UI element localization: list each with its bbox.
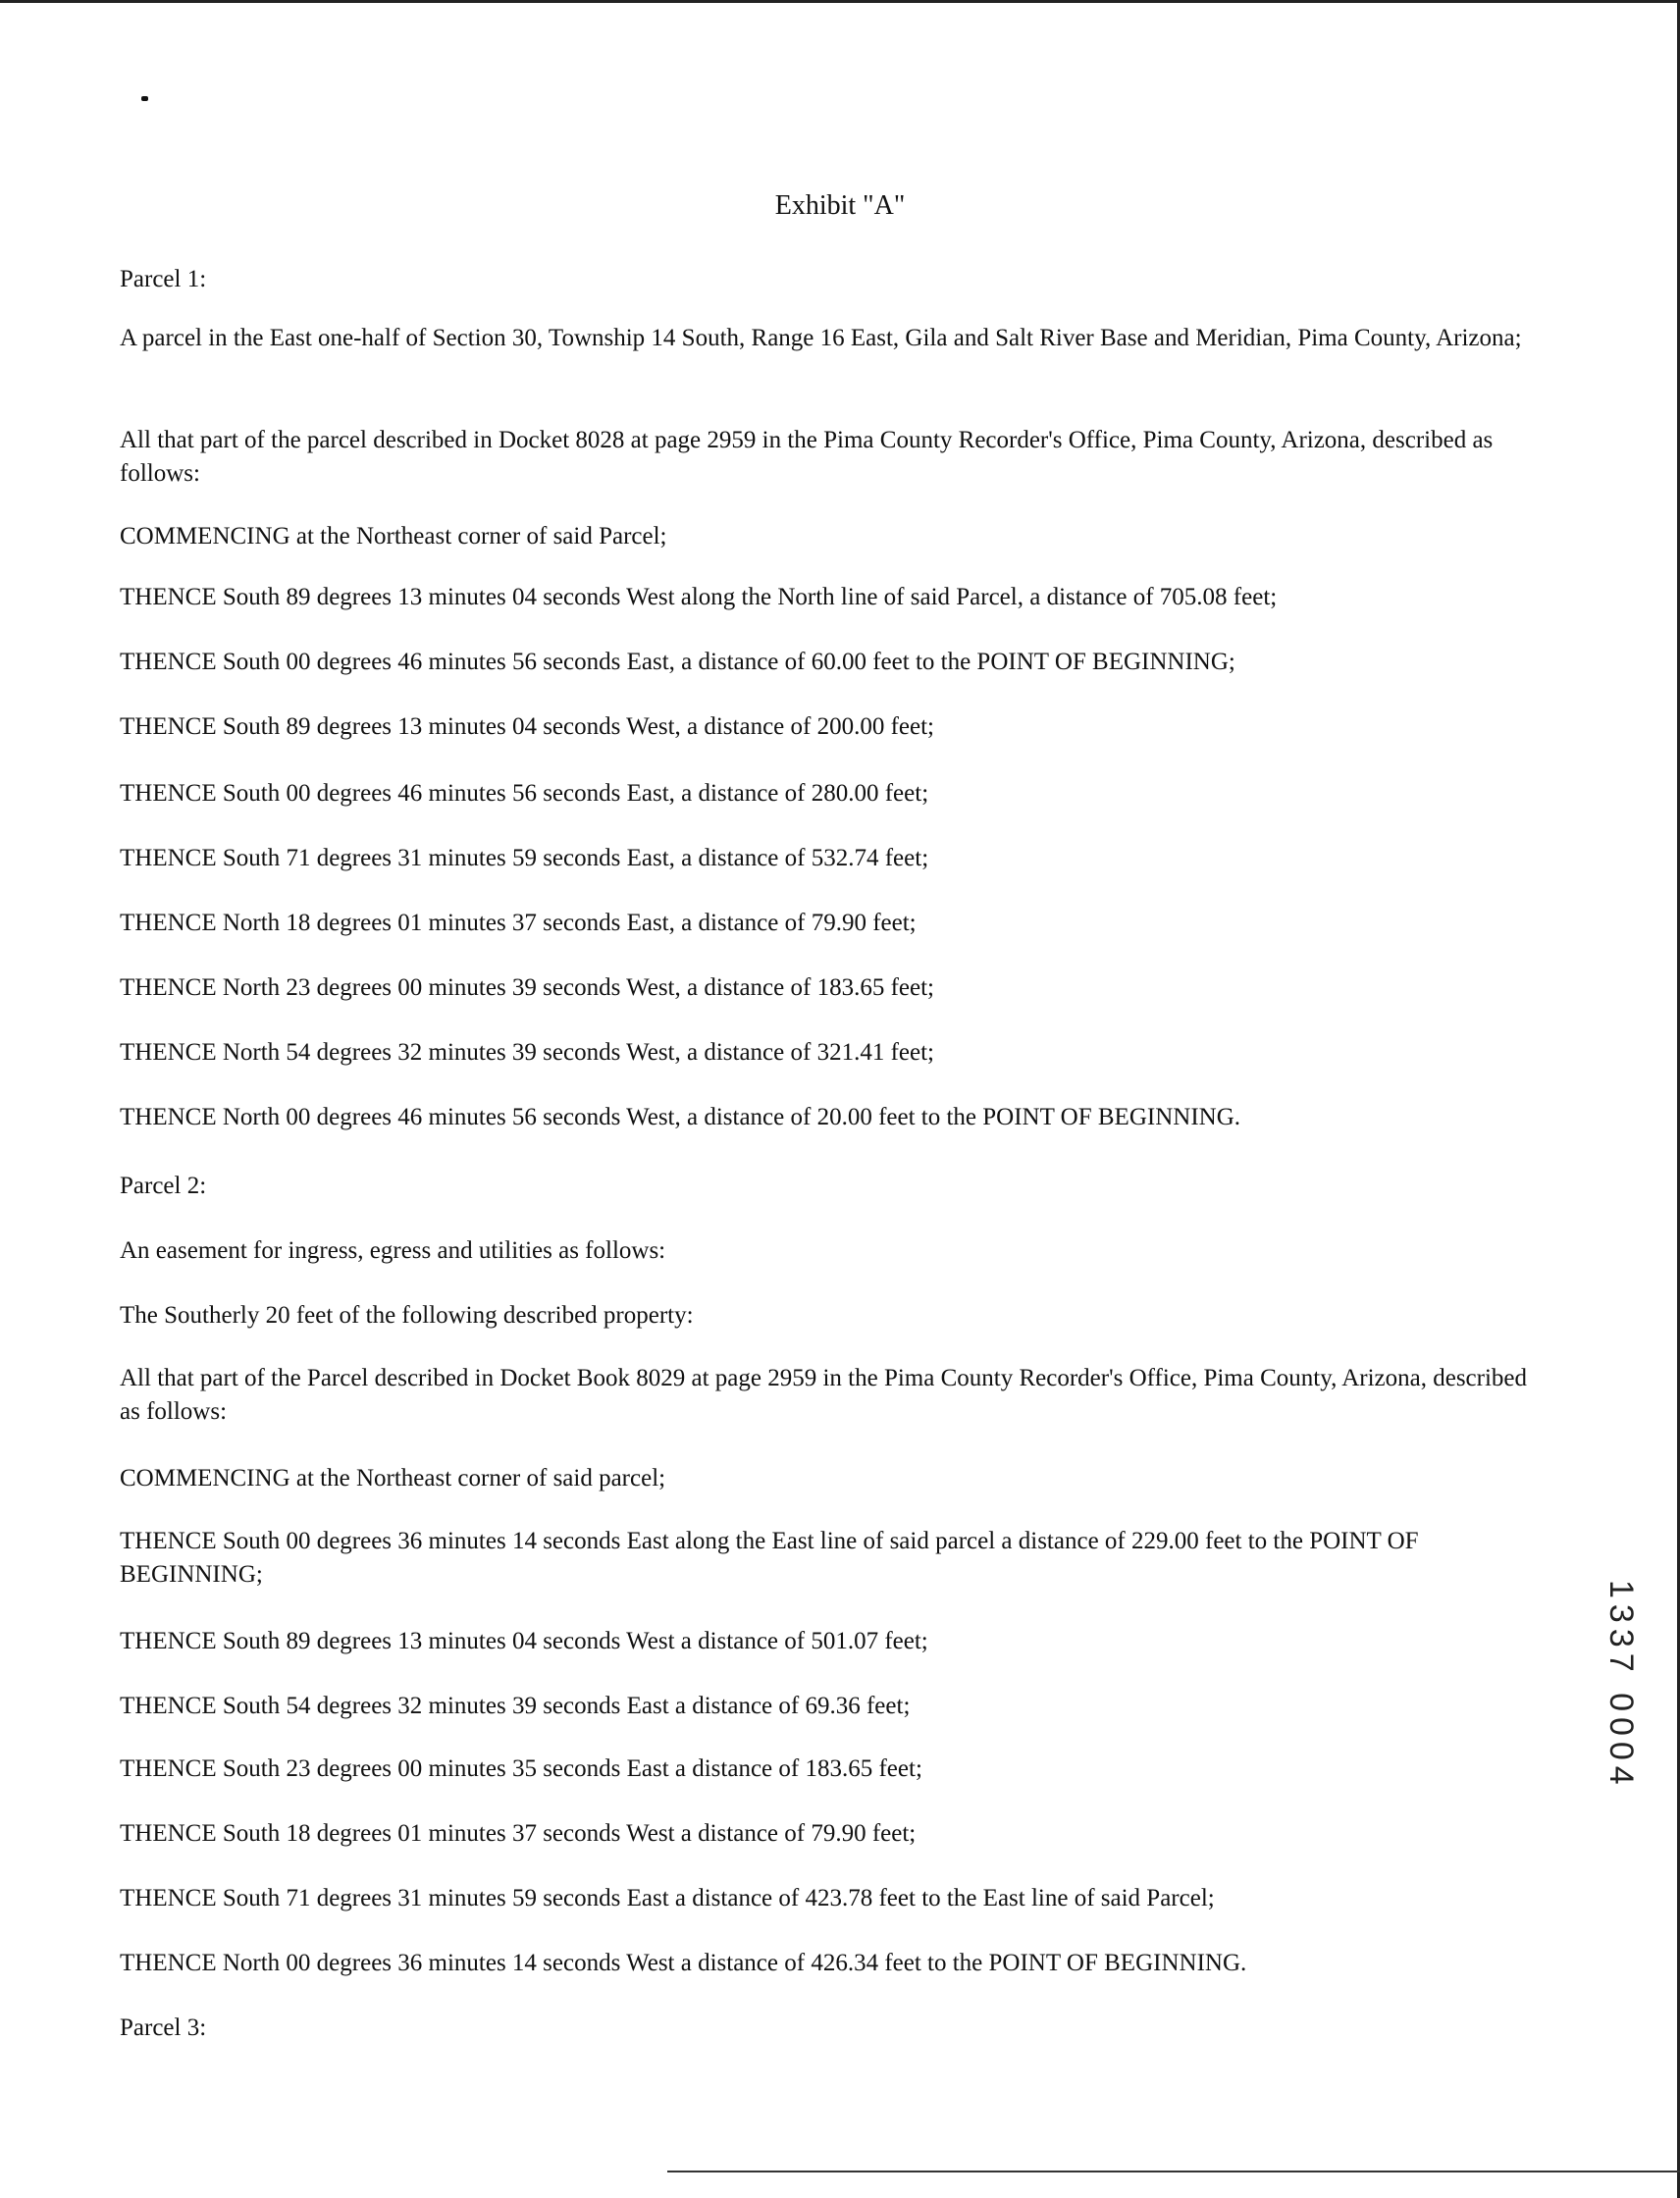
paragraph: THENCE South 54 degrees 32 minutes 39 seconds East a distance of 69.36 feet; [120, 1693, 911, 1719]
scan-edge-top [0, 0, 1680, 3]
paragraph: THENCE South 23 degrees 00 minutes 35 seconds East a distance of 183.65 feet; [120, 1755, 922, 1782]
paragraph: All that part of the parcel described in Docket 8028 at page 2959 in the Pima County Recorder's Office, Pima County, Arizona, described as follows: [120, 427, 1494, 487]
paragraph: THENCE South 00 degrees 46 minutes 56 seconds East, a distance of 280.00 feet; [120, 780, 929, 807]
parcel-heading: Parcel 2: [120, 1173, 207, 1199]
paragraph: COMMENCING at the Northeast corner of said Parcel; [120, 523, 667, 550]
paragraph: THENCE North 54 degrees 32 minutes 39 seconds West, a distance of 321.41 feet; [120, 1039, 934, 1066]
parcel-heading: Parcel 1: [120, 266, 207, 292]
paragraph: THENCE South 89 degrees 13 minutes 04 seconds West along the North line of said Parcel, a distance of 705.08 feet; [120, 584, 1278, 610]
paragraph: THENCE North 23 degrees 00 minutes 39 seconds West, a distance of 183.65 feet; [120, 974, 934, 1001]
paragraph: THENCE North 18 degrees 01 minutes 37 seconds East, a distance of 79.90 feet; [120, 910, 917, 936]
paragraph: THENCE South 89 degrees 13 minutes 04 seconds West a distance of 501.07 feet; [120, 1628, 928, 1654]
paragraph: THENCE South 18 degrees 01 minutes 37 seconds West a distance of 79.90 feet; [120, 1820, 917, 1847]
scan-edge-bottom [667, 2171, 1680, 2172]
paragraph: THENCE North 00 degrees 46 minutes 56 seconds West, a distance of 20.00 feet to the POINT OF BEGINNING. [120, 1104, 1241, 1130]
recording-stamp: 1337 0004 [1602, 1580, 1640, 1791]
paragraph: COMMENCING at the Northeast corner of said parcel; [120, 1465, 666, 1492]
paragraph: THENCE North 00 degrees 36 minutes 14 seconds West a distance of 426.34 feet to the POINT OF BEGINNING. [120, 1950, 1247, 1976]
scan-speck [141, 96, 148, 101]
paragraph: An easement for ingress, egress and utilities as follows: [120, 1237, 666, 1264]
paragraph: THENCE South 89 degrees 13 minutes 04 seconds West, a distance of 200.00 feet; [120, 713, 935, 740]
paragraph: THENCE South 71 degrees 31 minutes 59 seconds East a distance of 423.78 feet to the East line of said Parcel; [120, 1885, 1215, 1911]
paragraph: THENCE South 00 degrees 46 minutes 56 seconds East, a distance of 60.00 feet to the POINT OF BEGINNING; [120, 649, 1235, 675]
parcel-heading: Parcel 3: [120, 2015, 207, 2041]
document-title: Exhibit "A" [774, 190, 906, 221]
paragraph: The Southerly 20 feet of the following described property: [120, 1302, 694, 1329]
paragraph: THENCE South 71 degrees 31 minutes 59 seconds East, a distance of 532.74 feet; [120, 845, 929, 871]
paragraph: All that part of the Parcel described in Docket Book 8029 at page 2959 in the Pima County Recorder's Office, Pima County, Arizona, described as follows: [120, 1365, 1528, 1425]
paragraph: THENCE South 00 degrees 36 minutes 14 seconds East along the East line of said parcel a distance of 229.00 feet to the POINT OF BEGINNING; [120, 1528, 1419, 1588]
paragraph: A parcel in the East one-half of Section 30, Township 14 South, Range 16 East, Gila and Salt River Base and Meridian, Pima County, Arizona; [120, 325, 1522, 351]
